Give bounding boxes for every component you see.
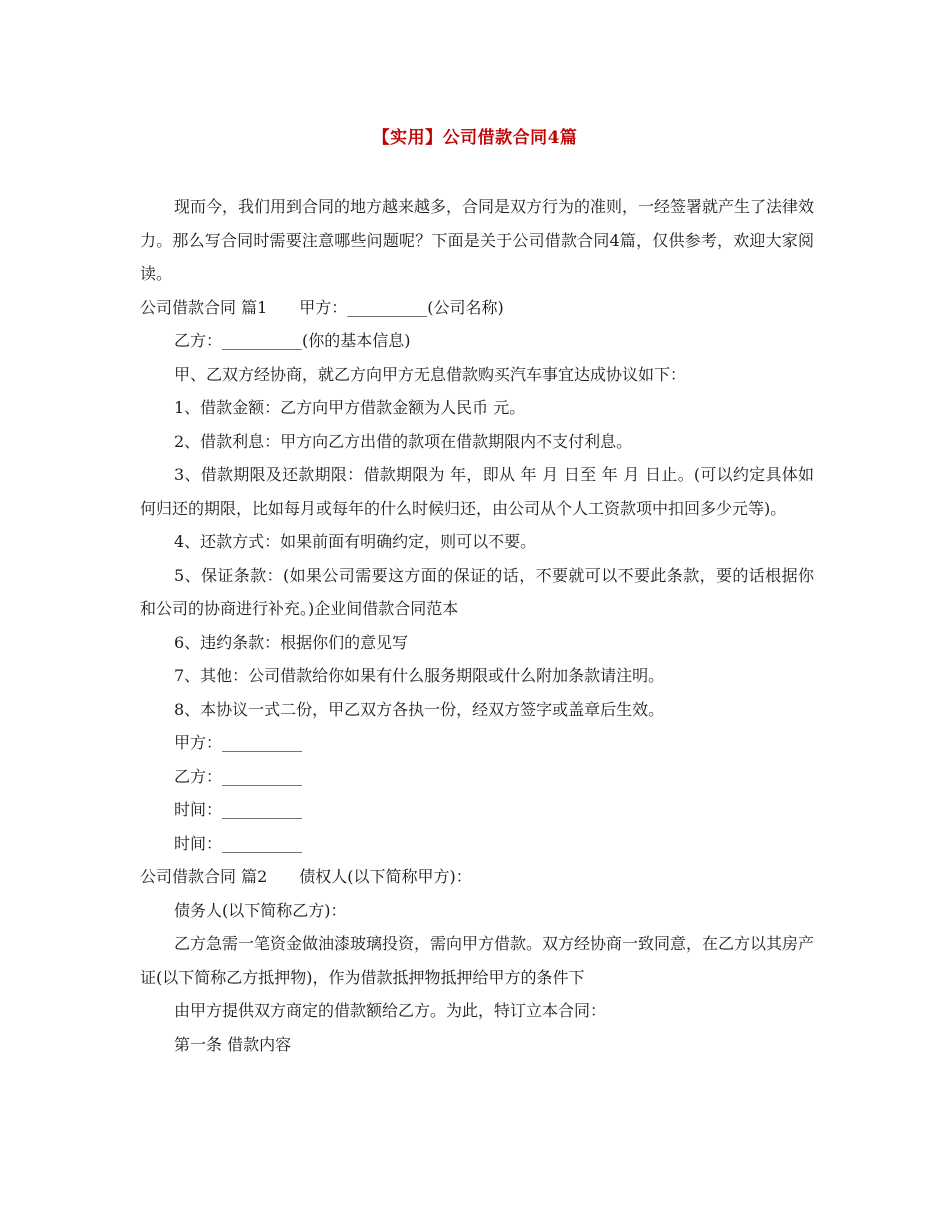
paragraph-clause-5: 5、保证条款：(如果公司需要这方面的保证的话，不要就可以不要此条款，要的话根据你和公司的协商进行补充。)企业间借款合同范本 [140,565,814,618]
paragraph-clause-4: 4、还款方式：如果前面有明确约定，则可以不要。 [174,532,537,551]
paragraph-loan-provision: 由甲方提供双方商定的借款额给乙方。为此，特订立本合同： [174,1001,607,1020]
paragraph-section-1-heading: 公司借款合同 篇1 甲方：__________(公司名称) [140,297,504,317]
paragraph-clause-8: 8、本协议一式二份，甲乙双方各执一份，经双方签字或盖章后生效。 [174,699,665,719]
signature-party-b: 乙方：__________ [174,766,303,786]
document-title: 【实用】公司借款合同4篇 [372,128,578,148]
signature-date-2: 时间：__________ [174,833,303,853]
signature-date-1: 时间：__________ [174,800,303,819]
paragraph-clause-1: 1、借款金额：乙方向甲方借款金额为人民币 元。 [174,398,526,417]
paragraph-clause-6: 6、违约条款：根据你们的意见写 [174,632,409,652]
paragraph-article-1: 第一条 借款内容 [174,1034,292,1054]
paragraph-agreement: 甲、乙双方经协商，就乙方向甲方无息借款购买汽车事宜达成协议如下： [174,364,687,384]
paragraph-clause-3: 3、借款期限及还款期限：借款期限为 年，即从 年 月 日至 年 月 日止。(可以约定具体如何归还的期限，比如每月或每年的什么时候归还，由公司从个人工资款项中扣回多少元等)。 [140,465,814,518]
paragraph-intro: 现而今，我们用到合同的地方越来越多，合同是双方行为的准则，一经签署就产生了法律效力。那么写合同时需要注意哪些问题呢？下面是关于公司借款合同4篇，仅供参考，欢迎大家阅读。 [140,197,815,283]
signature-party-a: 甲方：__________ [174,733,303,752]
paragraph-party-b: 乙方：__________(你的基本信息) [174,331,411,350]
paragraph-section-2-heading: 公司借款合同 篇2 债权人(以下简称甲方)： [140,867,472,886]
paragraph-loan-purpose: 乙方急需一笔资金做油漆玻璃投资，需向甲方借款。双方经协商一致同意，在乙方以其房产证(以下简称乙方抵押物)，作为借款抵押物抵押给甲方的条件下 [140,934,815,987]
paragraph-clause-2: 2、借款利息：甲方向乙方出借的款项在借款期限内不支付利息。 [174,431,633,451]
document-body [140,190,814,1061]
paragraph-clause-7: 7、其他：公司借款给你如果有什么服务期限或什么附加条款请注明。 [174,666,665,685]
paragraph-debtor: 债务人(以下简称乙方)： [174,900,347,920]
